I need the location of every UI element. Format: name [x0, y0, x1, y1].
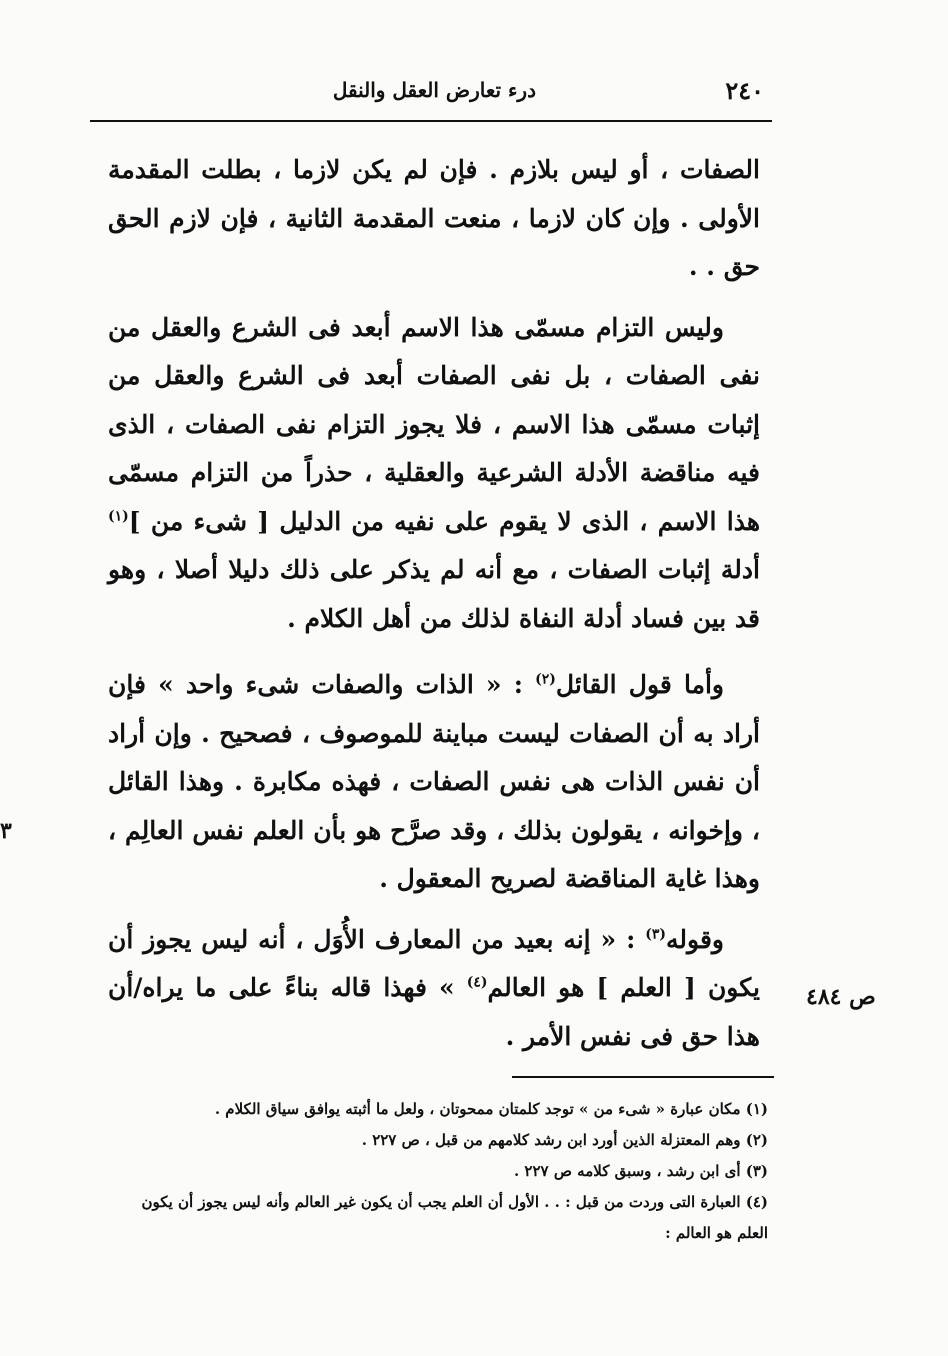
header-rule — [90, 120, 772, 122]
running-header — [90, 72, 772, 108]
paragraph-2-lead: وليس التزام مسمّى هذا الاسم أبعد فى الشرع والعقل من نفى الصفات ، بل نفى الصفات أبعد فى الشرع والعقل من إثبات مسمّى هذا الاسم ، فلا يجوز التزام نفى الصفات ، الذى فيه مناقضة الأدلة الشرعية والعقلية ، حذراً من التزام مسمّى هذا الاسم ، الذى لا يقوم على نفيه من الدليل [ شىء من ] — [108, 312, 761, 536]
footnote-ref-3: (٣) — [645, 926, 667, 943]
footnote-ref-4: (٤) — [466, 974, 488, 991]
paragraph-4-mid: : « إنه بعيد من المعارف الأُوَل ، أنه ليس يجوز أن يكون [ العلم ] هو العالم — [108, 924, 760, 1002]
paragraph-2 — [108, 304, 760, 644]
footnote-ref-1: (١) — [108, 508, 129, 525]
paragraph-1: الصفات ، أو ليس بلازم . فإن لم يكن لازما ، بطلت المقدمة الأولى . وإن كان لازما ، منعت المقدمة الثانية ، فإن لازم الحق حق . . — [108, 155, 760, 281]
paragraph-3 — [108, 661, 760, 904]
paragraph-4 — [108, 916, 760, 1062]
footnotes — [108, 1094, 768, 1249]
main-text — [108, 146, 760, 1061]
footnote-rule — [512, 1076, 774, 1078]
paragraph-4-lead: وقوله — [666, 924, 724, 954]
margin-page-reference: ص ٤٨٤ — [806, 984, 876, 1010]
footnote-1: (١) مكان عبارة « شىء من » توجد كلمتان ممحوتان ، ولعل ما أثبته يوافق سياق الكلام . — [214, 1100, 768, 1118]
paragraph-3-lead: وأما قول القائل — [555, 670, 725, 699]
footnote-4: (٤) العبارة التى وردت من قبل : . . الأول أن العلم يجب أن يكون غير العالم وأنه ليس يجوز أن يكون العلم هو العالم : — [141, 1193, 768, 1242]
paragraph-3-rest: : « الذات والصفات شىء واحد » فإن أراد به أن الصفات ليست مباينة للموصوف ، فصحيح . وإن أراد أن نفس الذات هى نفس الصفات ، فهذه مكابرة . وهذا القائل ، وإخوانه ، يقولون بذلك ، وقد صرَّح هو بأن العلم نفس العالِم ، وهذا غاية المناقضة لصريح المعقول . — [108, 670, 760, 893]
paragraph-4-rest: » فهذا قاله بناءً على ما يراه/أن هذا حق فى نفس الأمر . — [108, 973, 760, 1051]
edge-mark: ٣ — [0, 818, 12, 844]
footnote-3: (٣) أى ابن رشد ، وسبق كلامه ص ٢٢٧ . — [513, 1162, 768, 1180]
paragraph-2-rest: أدلة إثبات الصفات ، مع أنه لم يذكر على ذلك دليلا أصلا ، وهو قد بين فساد أدلة النفاة لذلك من أهل الكلام . — [108, 555, 760, 633]
page-number: ٢٤٠ — [725, 76, 764, 105]
running-title: درء تعارض العقل والنقل — [332, 78, 536, 102]
footnote-2: (٢) وهم المعتزلة الذين أورد ابن رشد كلامهم من قبل ، ص ٢٢٧ . — [361, 1131, 768, 1149]
footnote-ref-2: (٢) — [535, 671, 556, 688]
